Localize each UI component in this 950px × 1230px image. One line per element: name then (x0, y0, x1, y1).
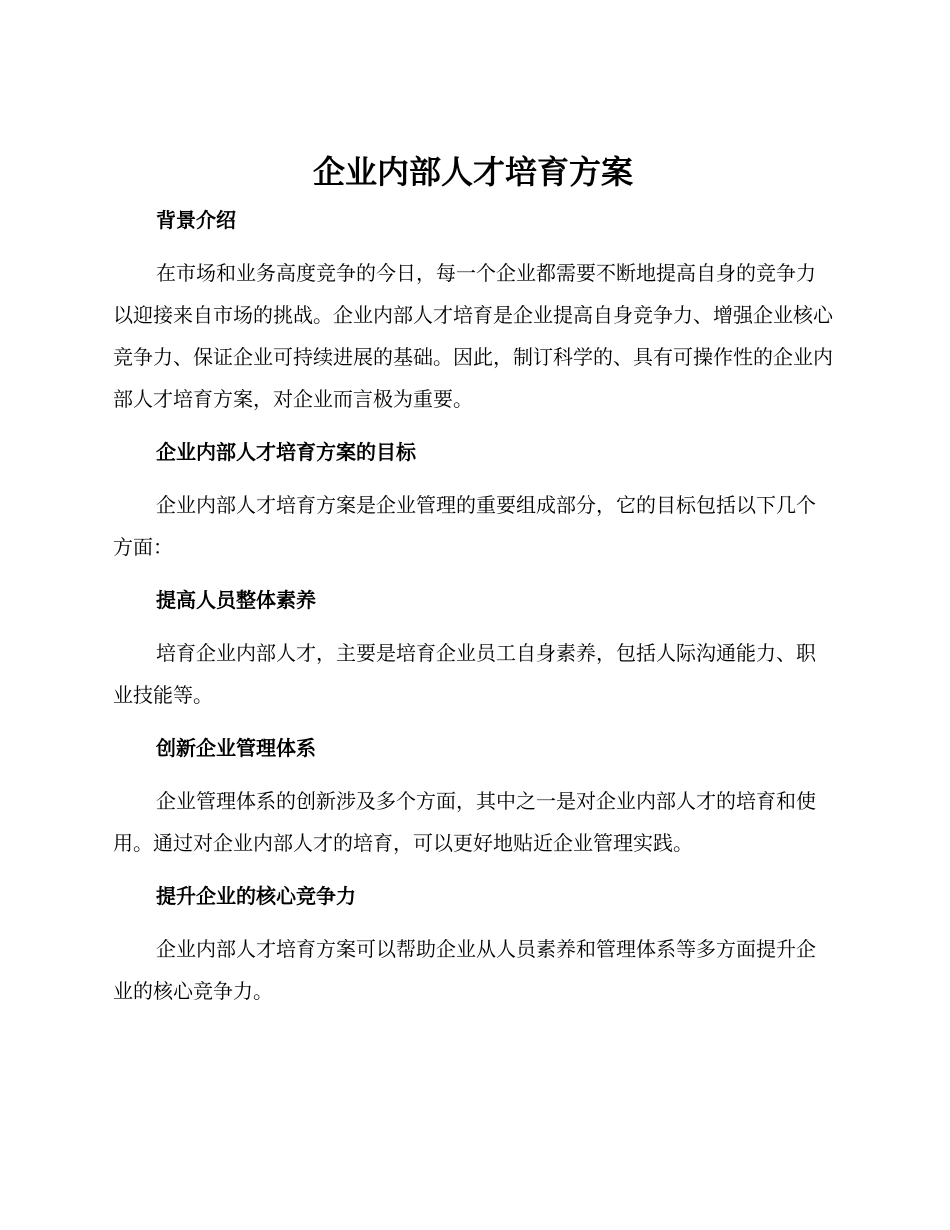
section-background (113, 200, 833, 432)
section-heading: 提升企业的核心竞争力 (156, 884, 356, 908)
section-heading: 企业内部人才培育方案的目标 (156, 440, 416, 464)
section-core-competitiveness (113, 876, 833, 1012)
section-heading: 背景介绍 (156, 208, 236, 232)
document-page (113, 0, 833, 1230)
section-paragraph: 企业内部人才培育方案可以帮助企业从人员素养和管理体系等多方面提升企业的核心竞争力。 (113, 937, 816, 1003)
section-paragraph: 企业管理体系的创新涉及多个方面，其中之一是对企业内部人才的培育和使用。通过对企业内部人才的培育，可以更好地贴近企业管理实践。 (113, 789, 816, 855)
document-title: 企业内部人才培育方案 (312, 153, 633, 191)
section-innovate-management (113, 728, 833, 876)
section-paragraph: 企业内部人才培育方案是企业管理的重要组成部分，它的目标包括以下几个方面： (113, 493, 816, 559)
section-paragraph: 在市场和业务高度竞争的今日，每一个企业都需要不断地提高自身的竞争力以迎接来自市场的挑战。企业内部人才培育是企业提高自身竞争力、增强企业核心竞争力、保证企业可持续进展的基础。因此，制订科学的、具有可操作性的企业内部人才培育方案，对企业而言极为重要。 (113, 261, 833, 411)
section-goals (113, 432, 833, 580)
section-improve-quality (113, 580, 833, 728)
section-paragraph: 培育企业内部人才，主要是培育企业员工自身素养，包括人际沟通能力、职业技能等。 (113, 641, 816, 707)
document-body (113, 200, 833, 1012)
section-heading: 提高人员整体素养 (156, 588, 316, 612)
section-heading: 创新企业管理体系 (156, 736, 316, 760)
